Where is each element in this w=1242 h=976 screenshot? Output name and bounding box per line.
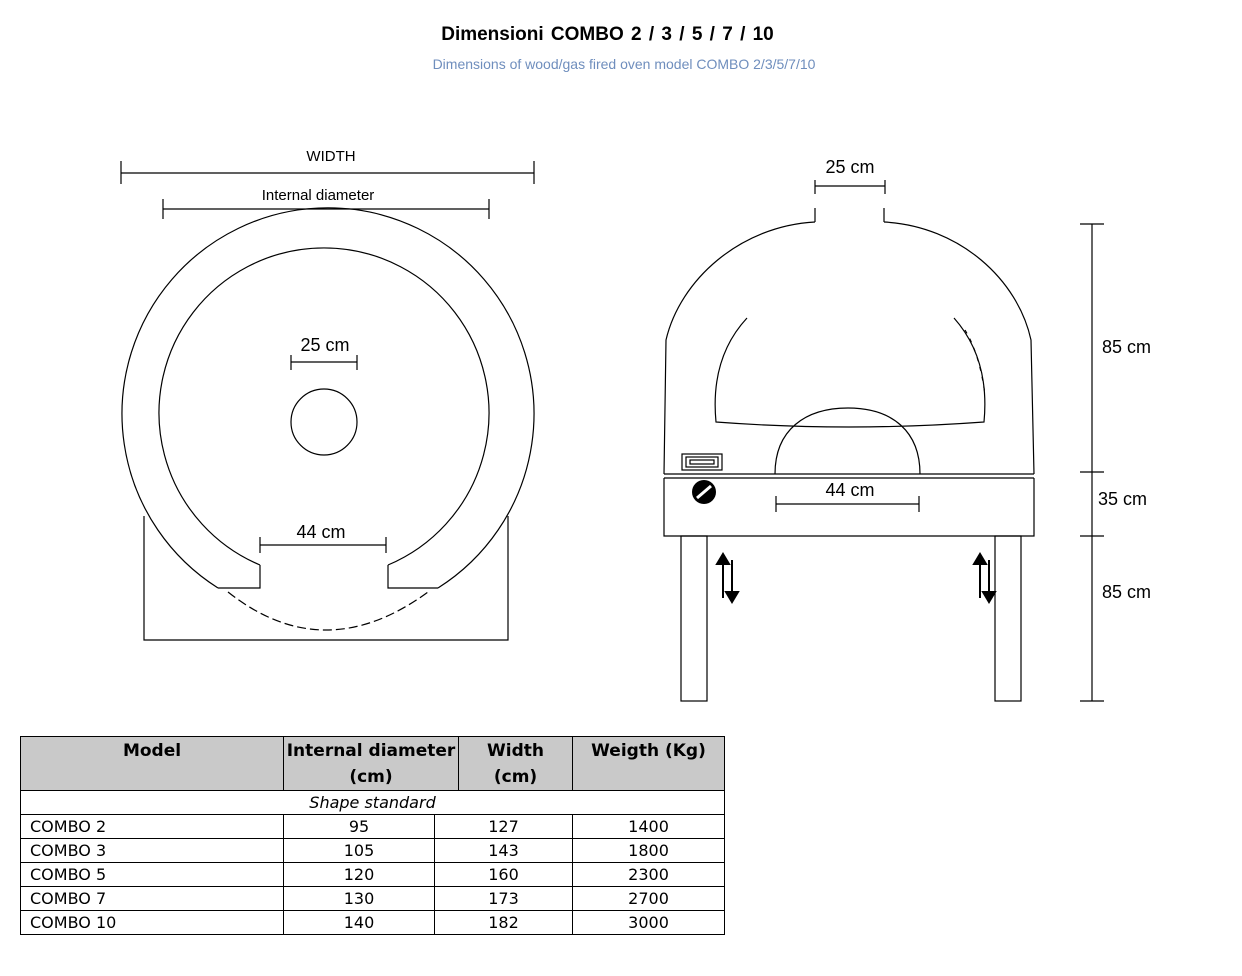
cell-internal-diameter: 130 xyxy=(284,887,435,911)
right-leg-adjust-arrows-icon xyxy=(974,554,995,602)
front-inner-chamber xyxy=(715,318,985,427)
base-height-label: 35 cm xyxy=(1098,489,1148,509)
header-width-line1: Width xyxy=(487,741,544,761)
front-flue-label: 25 cm xyxy=(825,157,875,177)
table-row xyxy=(21,911,725,935)
top-flue-label: 25 cm xyxy=(300,335,350,355)
table-row xyxy=(21,863,725,887)
mouth-right-wall xyxy=(388,565,438,588)
cell-internal-diameter: 105 xyxy=(284,839,435,863)
gas-knob-icon xyxy=(692,480,716,504)
cell-weight: 1800 xyxy=(573,839,725,863)
table-row xyxy=(21,815,725,839)
dimensions-table xyxy=(20,736,725,935)
cell-model: COMBO 5 xyxy=(21,863,284,887)
cell-model: COMBO 2 xyxy=(21,815,284,839)
group-label: Shape standard xyxy=(21,791,725,815)
cell-width: 160 xyxy=(435,863,573,887)
header-width-line2: (cm) xyxy=(493,767,538,787)
header-internal-diameter-line1: Internal diameter xyxy=(286,741,456,761)
cell-width: 182 xyxy=(435,911,573,935)
header-model: Model xyxy=(21,737,284,791)
table-header-row xyxy=(21,737,725,791)
cell-internal-diameter: 95 xyxy=(284,815,435,839)
header-weight: Weigth (Kg) xyxy=(573,737,725,791)
top-mouth-label: 44 cm xyxy=(296,522,346,542)
cell-weight: 2700 xyxy=(573,887,725,911)
page-subtitle: Dimensions of wood/gas fired oven model COMBO 2/3/5/7/10 xyxy=(432,56,816,72)
cell-internal-diameter: 120 xyxy=(284,863,435,887)
inner-chamber xyxy=(159,248,489,565)
cell-internal-diameter: 140 xyxy=(284,911,435,935)
mouth-left-wall xyxy=(218,565,260,588)
table-row xyxy=(21,839,725,863)
height-dimensions xyxy=(1080,224,1104,701)
header-internal-diameter xyxy=(284,737,459,791)
cell-model: COMBO 7 xyxy=(21,887,284,911)
control-panel-icon xyxy=(682,454,722,470)
dome-outline xyxy=(664,222,1034,474)
front-mouth-label: 44 cm xyxy=(825,480,875,500)
dome-height-label: 85 cm xyxy=(1102,337,1152,357)
cell-weight: 2300 xyxy=(573,863,725,887)
mouth-arch xyxy=(775,408,920,474)
cell-weight: 1400 xyxy=(573,815,725,839)
right-leg xyxy=(995,536,1021,701)
internal-diameter-label: Internal diameter xyxy=(261,187,375,204)
cell-width: 127 xyxy=(435,815,573,839)
table-group-row xyxy=(21,791,725,815)
top-view xyxy=(121,161,534,640)
left-leg xyxy=(681,536,707,701)
door-dashed-outline xyxy=(228,592,428,630)
header-width xyxy=(459,737,573,791)
table-row xyxy=(21,887,725,911)
cell-weight: 3000 xyxy=(573,911,725,935)
header-internal-diameter-line2: (cm) xyxy=(349,767,393,787)
cell-model: COMBO 3 xyxy=(21,839,284,863)
left-leg-adjust-arrows-icon xyxy=(717,554,738,602)
cell-model: COMBO 10 xyxy=(21,911,284,935)
width-label: WIDTH xyxy=(306,148,356,165)
cell-width: 173 xyxy=(435,887,573,911)
front-flue-dimension xyxy=(815,180,885,194)
flue-circle xyxy=(291,389,357,455)
top-flue-dimension xyxy=(291,355,357,370)
inner-chamber-hatching xyxy=(965,330,985,395)
cell-width: 143 xyxy=(435,839,573,863)
front-view xyxy=(664,180,1104,701)
leg-height-label: 85 cm xyxy=(1102,582,1152,602)
page-title: Dimensioni COMBO 2 / 3 / 5 / 7 / 10 xyxy=(441,24,774,45)
